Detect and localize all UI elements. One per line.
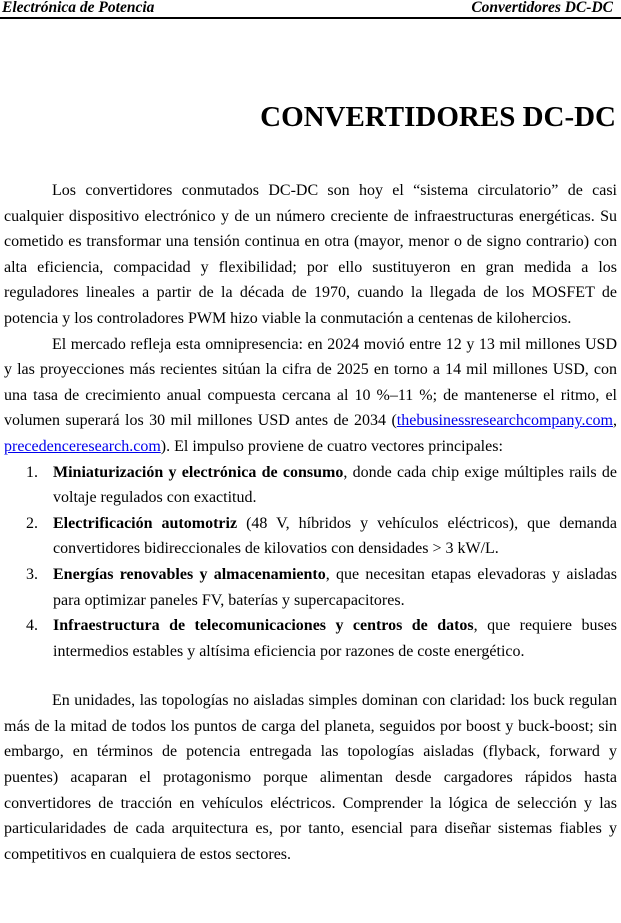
paragraph-market-text: El mercado refleja esta omnipresencia: en 2024 movió entre 12 y 13 mil millones USD y las proyecciones más recientes sitúan la cifra de 2025 en torno a 14 mil millones USD, con una tasa de crecimiento anual compuesta cercana al 10 %–11 %; de mantenerse el ritmo, el volumen superará los 30 mil millones USD antes de 2034 (: [4, 335, 617, 430]
list-number: 4.: [26, 617, 38, 635]
list-item-text: , que necesitan etapas elevadoras y aisladas para optimizar paneles FV, baterías y supercapacitores.: [53, 565, 617, 609]
list-item-heading: Energías renovables y almacenamiento: [53, 565, 326, 583]
link-precedenceresearch[interactable]: precedenceresearch.com: [4, 437, 161, 455]
list-item-text: , que requiere buses intermedios estables y altísima eficiencia por razones de coste energético.: [53, 617, 618, 660]
list-item-text: (48 V, híbridos y vehículos eléctricos), que demanda convertidores bidireccionales de kilovatios con densidades > 3 kW/L.: [53, 514, 618, 558]
link-thebusinessresearchcompany[interactable]: thebusinessresearchcompany.com: [396, 412, 613, 430]
paragraph-market-text-end: ). El impulso proviene de cuatro vectores principales:: [160, 437, 503, 455]
paragraph-intro: Los convertidores conmutados DC-DC son hoy el “sistema circulatorio” de casi cualquier dispositivo electrónico y de un número creciente de infraestructuras energéticas. Su cometido es transformar una tensión continua en otra (mayor, menor o de signo contrario) con alta eficiencia, compacidad y flexibilidad; por ello sustituyeron en gran medida a los reguladores lineales a partir de la década de 1970, cuando la llegada de los MOSFET de potencia y los controladores PWM hizo viable la conmutación a centenas de kilohercios.: [4, 182, 617, 327]
page-header: [0, 0, 621, 19]
list-item: [4, 460, 617, 511]
header-right: Convertidores DC-DC: [471, 0, 613, 16]
list-number: 3.: [26, 565, 38, 583]
list-item: [4, 613, 617, 664]
list-item: [4, 562, 617, 613]
list-item-text: , donde cada chip exige múltiples rails de voltaje regulados con exactitud.: [53, 463, 617, 507]
list-item: [4, 511, 617, 562]
vectors-list: [4, 460, 617, 665]
list-item-heading: Electrificación automotriz: [53, 514, 238, 532]
header-left: Electrónica de Potencia: [2, 0, 155, 16]
paragraph-market: [4, 332, 617, 460]
paragraph-topologies: En unidades, las topologías no aisladas simples dominan con claridad: los buck regulan más de la mitad de todos los puntos de carga del planeta, seguidos por boost y buck-boost; sin embargo, en términos de potencia entregada las topologías aisladas (flyback, forward y puentes) acaparan el protagonismo porque alimentan desde cargadores rápidos hasta convertidores de tracción en vehículos eléctricos. Comprender la lógica de selección y las particularidades de cada arquitectura es, por tanto, esencial para diseñar sistemas fiables y competitivos en cualquiera de estos sectores.: [4, 692, 617, 863]
list-number: 2.: [26, 514, 38, 532]
document-body: [4, 178, 617, 867]
list-number: 1.: [26, 463, 38, 481]
page-title: CONVERTIDORES DC-DC: [260, 101, 616, 133]
link-separator: ,: [613, 412, 617, 430]
list-item-heading: Infraestructura de telecomunicaciones y centros de datos: [53, 617, 474, 635]
list-item-heading: Miniaturización y electrónica de consumo: [53, 463, 344, 481]
